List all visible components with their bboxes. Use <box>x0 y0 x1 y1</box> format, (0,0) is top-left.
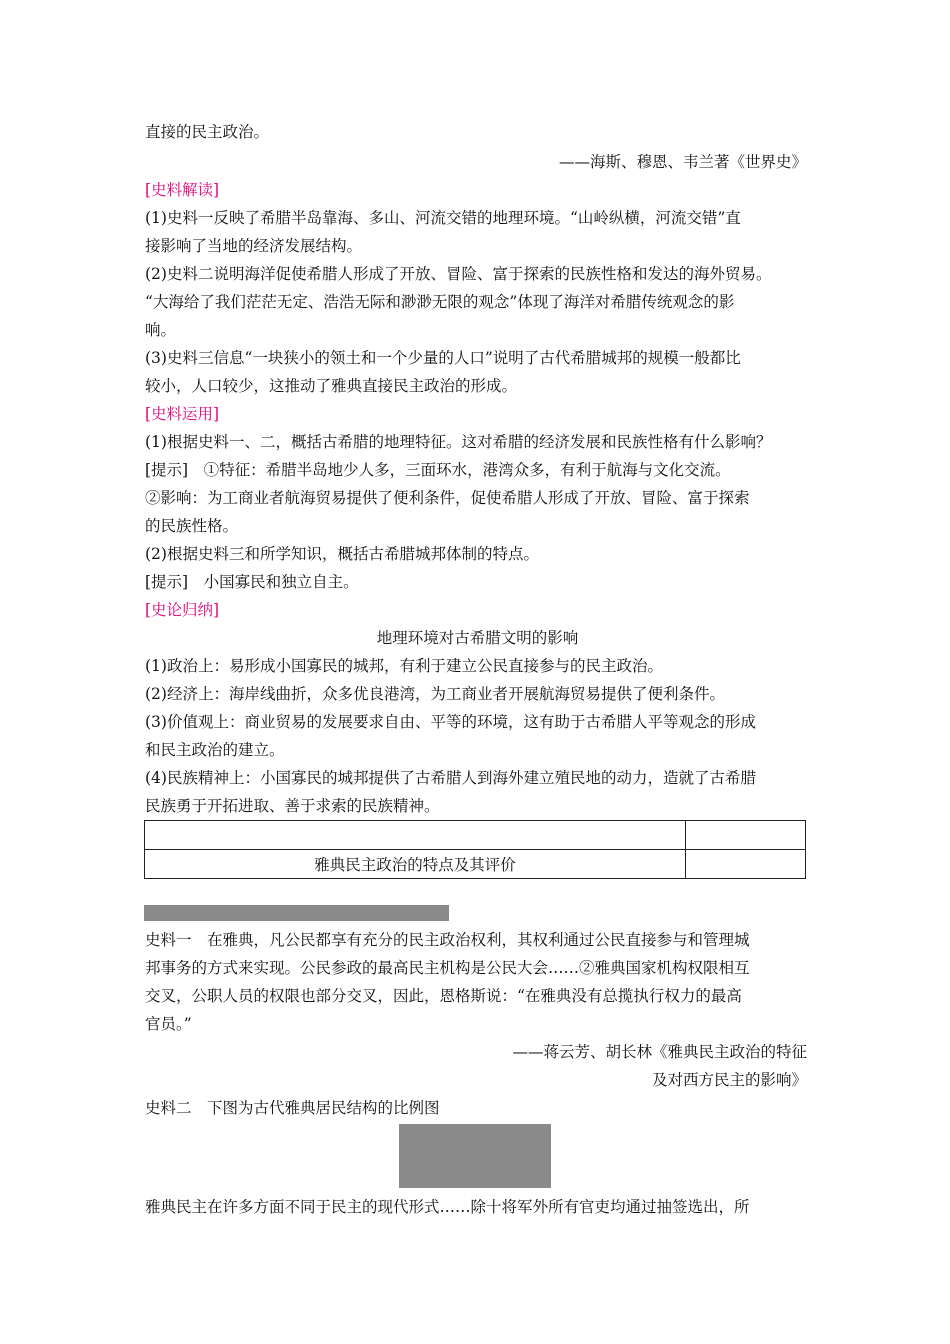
text-line: ②影响：为工商业者航海贸易提供了便利条件，促使希腊人形成了开放、冒险、富于探索 <box>145 489 750 507</box>
section-title: 雅典民主政治的特点及其评价 <box>145 850 686 879</box>
text-line: 直接的民主政治。 <box>145 123 270 141</box>
text-line: (1)政治上：易形成小国寡民的城邦，有利于建立公民直接参与的民主政治。 <box>145 657 663 675</box>
text-line: 邦事务的方式来实现。公民参政的最高民主机构是公民大会……②雅典国家机构权限相互 <box>145 959 750 977</box>
question-line: (1)根据史料一、二，概括古希腊的地理特征。这对希腊的经济发展和民族性格有什么影响？ <box>145 433 772 451</box>
section-tag-application: [史料运用] <box>145 405 220 423</box>
text-line: (2)经济上：海岸线曲折，众多优良港湾，为工商业者开展航海贸易提供了便利条件。 <box>145 685 725 703</box>
text-line: (2)史料二说明海洋促使希腊人形成了开放、冒险、富于探索的民族性格和发达的海外贸易。 <box>145 265 772 283</box>
table-cell <box>686 821 806 850</box>
text-line: 民族勇于开拓进取、善于求索的民族精神。 <box>145 797 440 815</box>
table-cell <box>145 821 686 850</box>
source-citation: ——海斯、穆恩、韦兰著《世界史》 <box>558 153 807 171</box>
section-tag-summary: [史论归纳] <box>145 601 220 619</box>
hint-line: [提示] ①特征：希腊半岛地少人多，三面环水，港湾众多，有利于航海与文化交流。 <box>145 461 731 479</box>
text-line: 雅典民主在许多方面不同于民主的现代形式……除十将军外所有官吏均通过抽签选出，所 <box>145 1198 750 1216</box>
text-line: 响。 <box>145 321 177 339</box>
text-line: “大海给了我们茫茫无定、浩浩无际和渺渺无限的观念”体现了海洋对希腊传统观念的影 <box>145 293 735 311</box>
question-line: (2)根据史料三和所学知识，概括古希腊城邦体制的特点。 <box>145 545 539 563</box>
chart-image-placeholder <box>399 1124 551 1188</box>
hint-line: [提示] 小国寡民和独立自主。 <box>145 573 359 591</box>
source-citation: ——蒋云芳、胡长林《雅典民主政治的特征 <box>512 1043 807 1061</box>
section-title-table <box>144 820 806 879</box>
text-line: (1)史料一反映了希腊半岛靠海、多山、河流交错的地理环境。“山岭纵横，河流交错”直 <box>145 209 741 227</box>
text-line: 较小，人口较少，这推动了雅典直接民主政治的形成。 <box>145 377 518 395</box>
text-line: 史料一 在雅典，凡公民都享有充分的民主政治权利，其权利通过公民直接参与和管理城 <box>145 931 750 949</box>
text-line: 的民族性格。 <box>145 517 239 535</box>
source-citation: 及对西方民主的影响》 <box>651 1071 807 1089</box>
text-line: 史料二 下图为古代雅典居民结构的比例图 <box>145 1099 440 1117</box>
text-line: 和民主政治的建立。 <box>145 741 285 759</box>
section-tag-interpretation: [史料解读] <box>145 181 220 199</box>
text-line: (3)史料三信息“一块狭小的领土和一个少量的人口”说明了古代希腊城邦的规模一般都比 <box>145 349 741 367</box>
summary-heading: 地理环境对古希腊文明的影响 <box>376 629 579 647</box>
text-line: (3)价值观上：商业贸易的发展要求自由、平等的环境，这有助于古希腊人平等观念的形成 <box>145 713 756 731</box>
text-line: 接影响了当地的经济发展结构。 <box>145 237 363 255</box>
text-line: 交叉，公职人员的权限也部分交叉，因此，恩格斯说：“在雅典没有总揽执行权力的最高 <box>145 987 742 1005</box>
image-placeholder-bar <box>144 905 449 921</box>
text-line: (4)民族精神上：小国寡民的城邦提供了古希腊人到海外建立殖民地的动力，造就了古希腊 <box>145 769 756 787</box>
table-cell <box>686 850 806 879</box>
text-line: 官员。” <box>145 1015 192 1033</box>
